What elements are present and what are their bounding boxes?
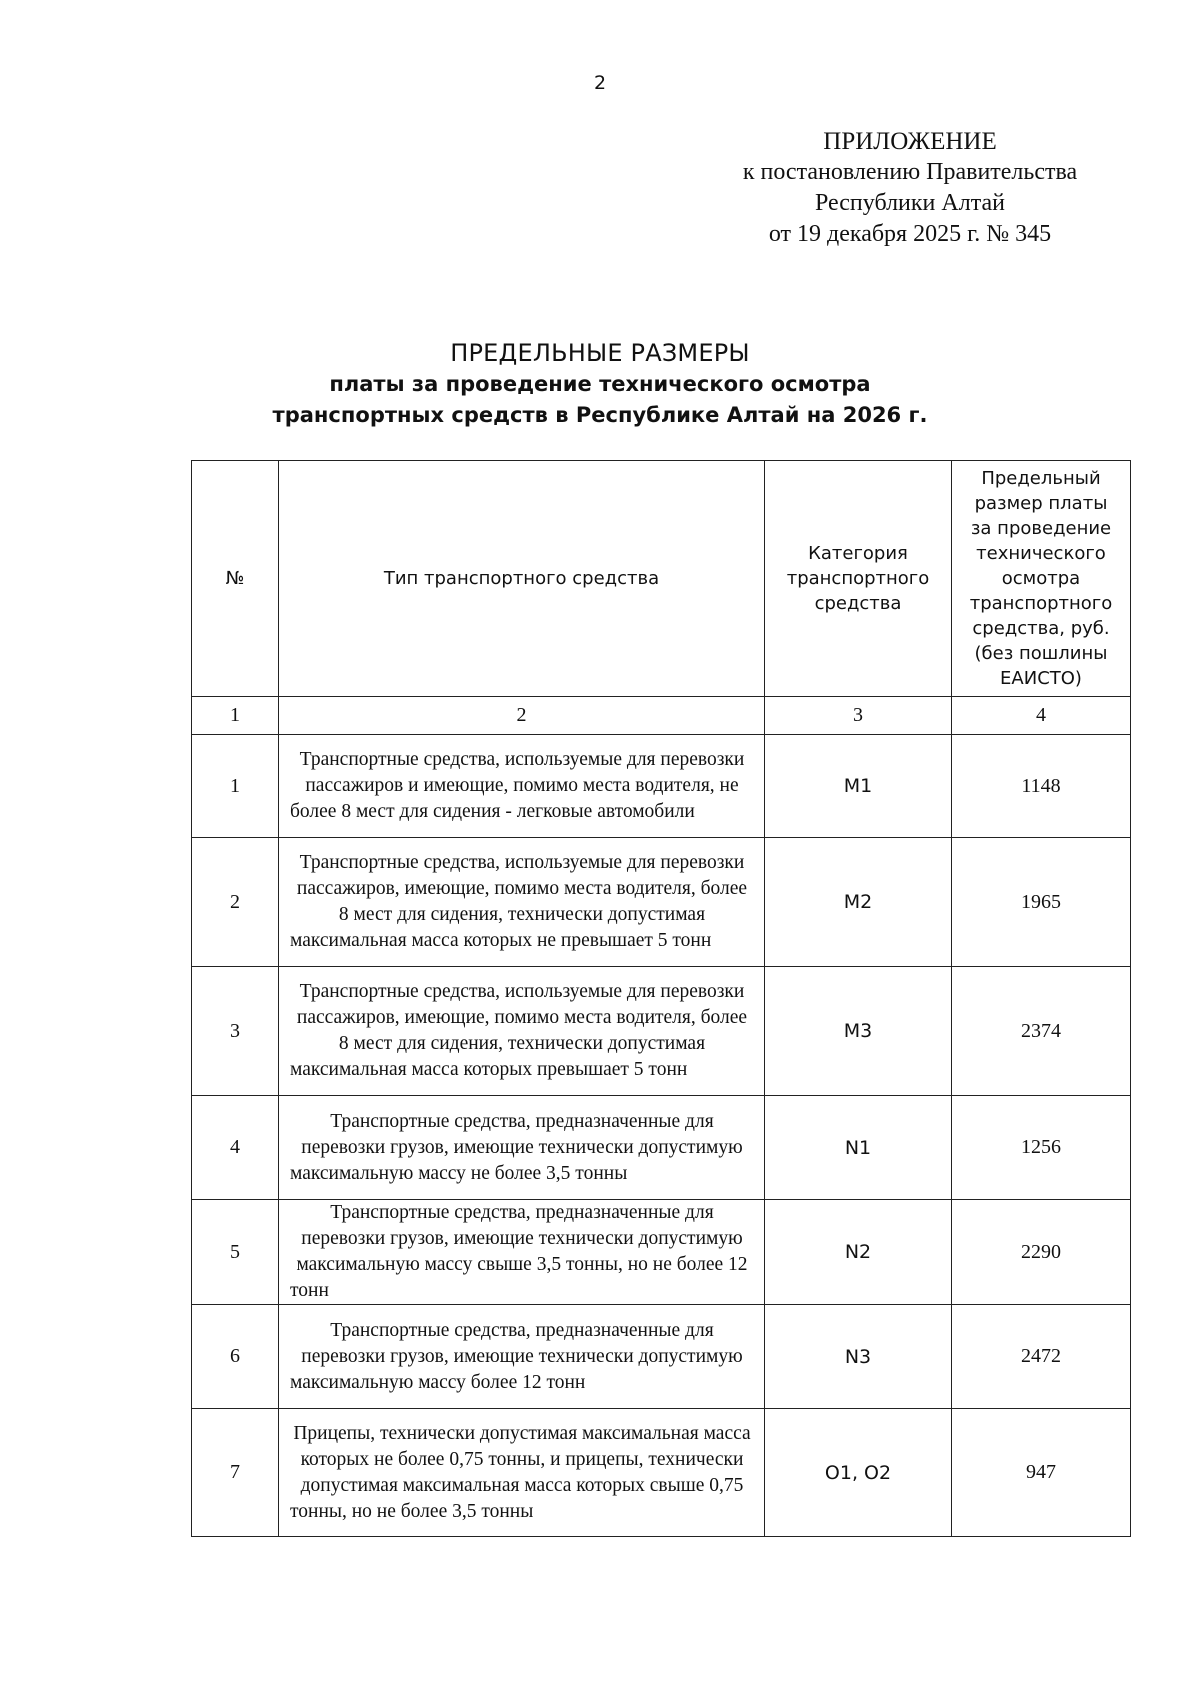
title-line-1: ПРЕДЕЛЬНЫЕ РАЗМЕРЫ <box>450 339 750 367</box>
row-category: N1 <box>765 1096 952 1200</box>
row-num: 6 <box>192 1305 279 1409</box>
row-num: 7 <box>192 1409 279 1537</box>
row-type: Транспортные средства, используемые для перевозки пассажиров, имеющие, помимо места водителя, более 8 мест для сидения, технически допустимая максимальная масса которых превышает 5 тонн <box>279 967 765 1096</box>
table-row <box>192 1096 1131 1200</box>
column-number: 2 <box>279 697 765 735</box>
document-title <box>0 338 1200 431</box>
header-num: № <box>192 461 279 697</box>
table-row <box>192 735 1131 838</box>
row-type: Транспортные средства, предназначенные для перевозки грузов, имеющие технически допустимую максимальную массу более 12 тонн <box>279 1305 765 1409</box>
row-type: Транспортные средства, используемые для перевозки пассажиров, имеющие, помимо места водителя, более 8 мест для сидения, технически допустимая максимальная масса которых не превышает 5 тонн <box>279 838 765 967</box>
row-category: N2 <box>765 1200 952 1305</box>
row-type: Транспортные средства, предназначенные для перевозки грузов, имеющие технически допустимую максимальную массу свыше 3,5 тонны, но не более 12 тонн <box>279 1200 765 1305</box>
row-fee: 1965 <box>952 838 1131 967</box>
appendix-line-2: Республики Алтай <box>815 190 1005 216</box>
row-fee: 947 <box>952 1409 1131 1537</box>
row-type: Прицепы, технически допустимая максимальная масса которых не более 0,75 тонны, и прицепы, технически допустимая максимальная масса которых свыше 0,75 тонны, но не более 3,5 тонны <box>279 1409 765 1537</box>
table-row <box>192 967 1131 1096</box>
row-category: M3 <box>765 967 952 1096</box>
row-fee: 2290 <box>952 1200 1131 1305</box>
row-category: O1, O2 <box>765 1409 952 1537</box>
fees-table <box>191 460 1131 1537</box>
row-num: 2 <box>192 838 279 967</box>
appendix-heading: ПРИЛОЖЕНИЕ <box>823 128 997 155</box>
table-row <box>192 1200 1131 1305</box>
table-row <box>192 838 1131 967</box>
row-fee: 1256 <box>952 1096 1131 1200</box>
row-fee: 2472 <box>952 1305 1131 1409</box>
column-number: 1 <box>192 697 279 735</box>
row-num: 4 <box>192 1096 279 1200</box>
row-fee: 2374 <box>952 967 1131 1096</box>
header-fee: Предельный размер платы за проведение технического осмотра транспортного средства, руб. (без пошлины ЕАИСТО) <box>952 461 1131 697</box>
page-number: 2 <box>593 72 607 94</box>
table-row <box>192 1305 1131 1409</box>
title-line-3: транспортных средств в Республике Алтай на 2026 г. <box>272 403 928 427</box>
row-fee: 1148 <box>952 735 1131 838</box>
row-category: M1 <box>765 735 952 838</box>
row-category: M2 <box>765 838 952 967</box>
row-num: 5 <box>192 1200 279 1305</box>
appendix-line-3: от 19 декабря 2025 г. № 345 <box>768 221 1052 247</box>
appendix-block <box>700 126 1120 250</box>
row-type: Транспортные средства, используемые для перевозки пассажиров и имеющие, помимо места водителя, не более 8 мест для сидения - легковые автомобили <box>279 735 765 838</box>
column-number-row <box>192 697 1131 735</box>
appendix-line-1: к постановлению Правительства <box>742 159 1078 185</box>
column-number: 4 <box>952 697 1131 735</box>
table-row <box>192 1409 1131 1537</box>
row-type: Транспортные средства, предназначенные для перевозки грузов, имеющие технически допустимую максимальную массу не более 3,5 тонны <box>279 1096 765 1200</box>
table-header-row <box>192 461 1131 697</box>
header-category: Категория транспортного средства <box>765 461 952 697</box>
row-num: 3 <box>192 967 279 1096</box>
title-line-2: платы за проведение технического осмотра <box>329 372 871 396</box>
row-num: 1 <box>192 735 279 838</box>
header-type: Тип транспортного средства <box>279 461 765 697</box>
row-category: N3 <box>765 1305 952 1409</box>
column-number: 3 <box>765 697 952 735</box>
